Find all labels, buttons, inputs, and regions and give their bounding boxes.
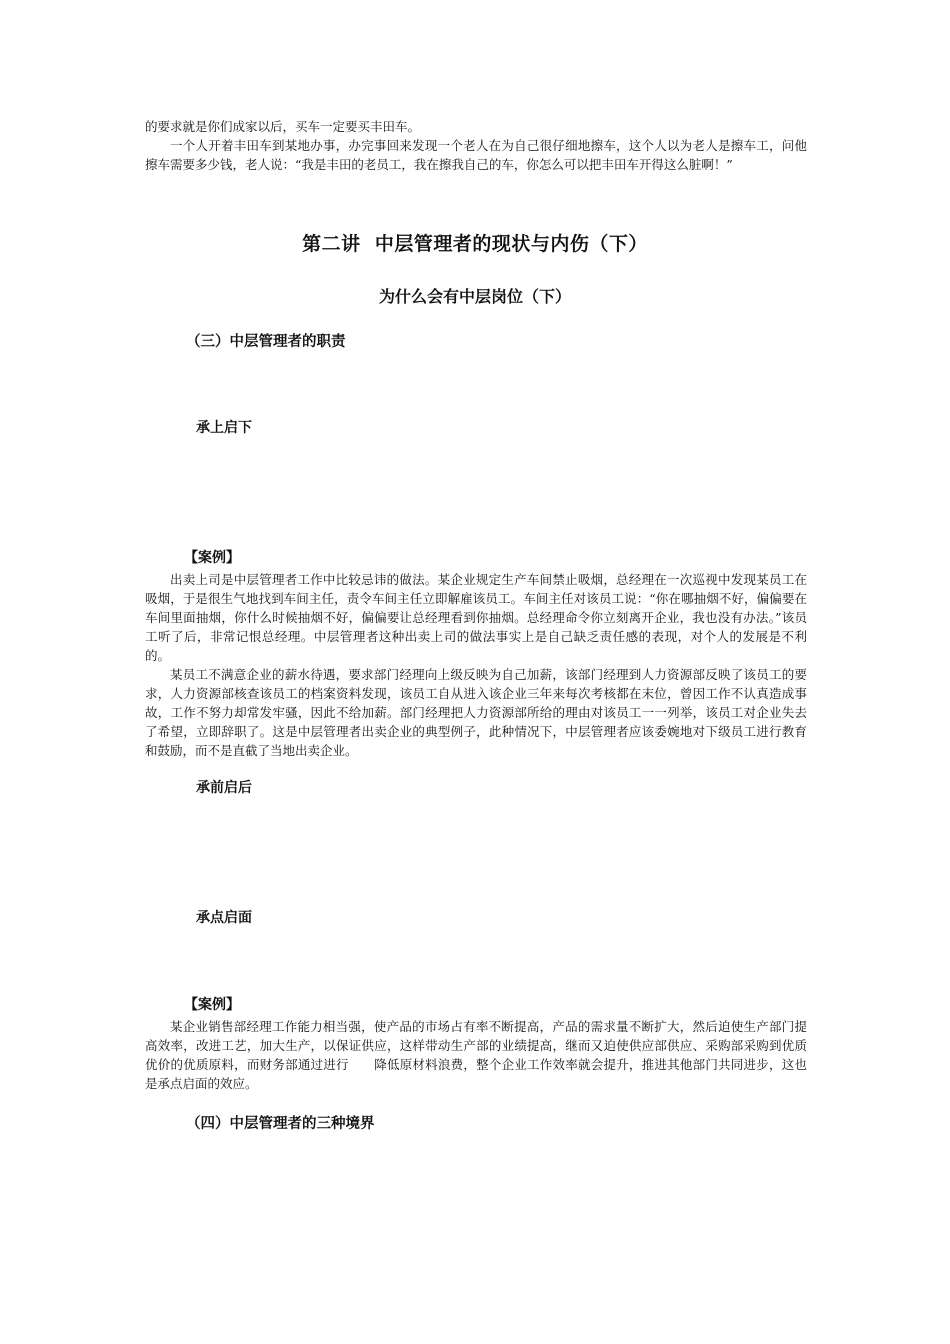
subheading-point-surface: 承点启面 (196, 910, 252, 926)
subheading-front-back: 承前启后 (196, 780, 252, 796)
case-paragraph: 某企业销售部经理工作能力相当强，使产品的市场占有率不断提高，产品的需求量不断扩大，然后迫使生产部门提高效率，改进工艺，加大生产，以保证供应，这样带动生产部的业绩提高，继而又迫使供应部供应、采购部采购到优质优价的优质原料，而财务部通过进行 降低原材料浪费，整个企业工作效率就会提升，推进其他部门共同进步，这也是承点启面的效应。 (145, 1019, 807, 1091)
case-label: 【案例】 (184, 997, 240, 1013)
case-paragraph: 出卖上司是中层管理者工作中比较忌讳的做法。某企业规定生产车间禁止吸烟，总经理在一次巡视中发现某员工在吸烟，于是很生气地找到车间主任，责令车间主任立即解雇该员工。车间主任对该员工说：“你在哪抽烟不好，偏偏要在车间里面抽烟，你什么时候抽烟不好，偏偏要让总经理看到你抽烟。总经理命令你立刻离开企业，我也没有办法。”该员工听了后，非常记恨总经理。中层管理者这种出卖上司的做法事实上是自己缺乏责任感的表现，对个人的发展是不利的。 (145, 572, 807, 663)
intro-paragraph: 一个人开着丰田车到某地办事，办完事回来发现一个老人在为自己很仔细地擦车，这个人以为老人是擦车工，问他擦车需要多少钱，老人说：“我是丰田的老员工，我在擦我自己的车，你怎么可以把丰田车开得这么脏啊！” (145, 138, 807, 172)
case-label: 【案例】 (184, 550, 240, 566)
section-heading-realms: （四）中层管理者的三种境界 (186, 1116, 375, 1132)
subheading-up-down: 承上启下 (196, 420, 252, 436)
section-heading-duties: （三）中层管理者的职责 (186, 334, 346, 350)
lecture-title: 第二讲 中层管理者的现状与内伤（下） (302, 233, 648, 255)
section-subtitle: 为什么会有中层岗位（下） (378, 287, 571, 306)
intro-line: 的要求就是你们成家以后，买车一定要买丰田车。 (145, 119, 421, 134)
case-paragraph: 某员工不满意企业的薪水待遇，要求部门经理向上级反映为自己加薪，该部门经理到人力资源部反映了该员工的要求，人力资源部核查该员工的档案资料发现，该员工自从进入该企业三年来每次考核都在末位，曾因工作不认真造成事故，工作不努力却常发牢骚，因此不给加薪。部门经理把人力资源部所给的理由对该员工一一列举，该员工对企业失去了希望，立即辞职了。这是中层管理者出卖企业的典型例子，此种情况下，中层管理者应该委婉地对下级员工进行教育和鼓励，而不是直截了当地出卖企业。 (145, 667, 807, 758)
